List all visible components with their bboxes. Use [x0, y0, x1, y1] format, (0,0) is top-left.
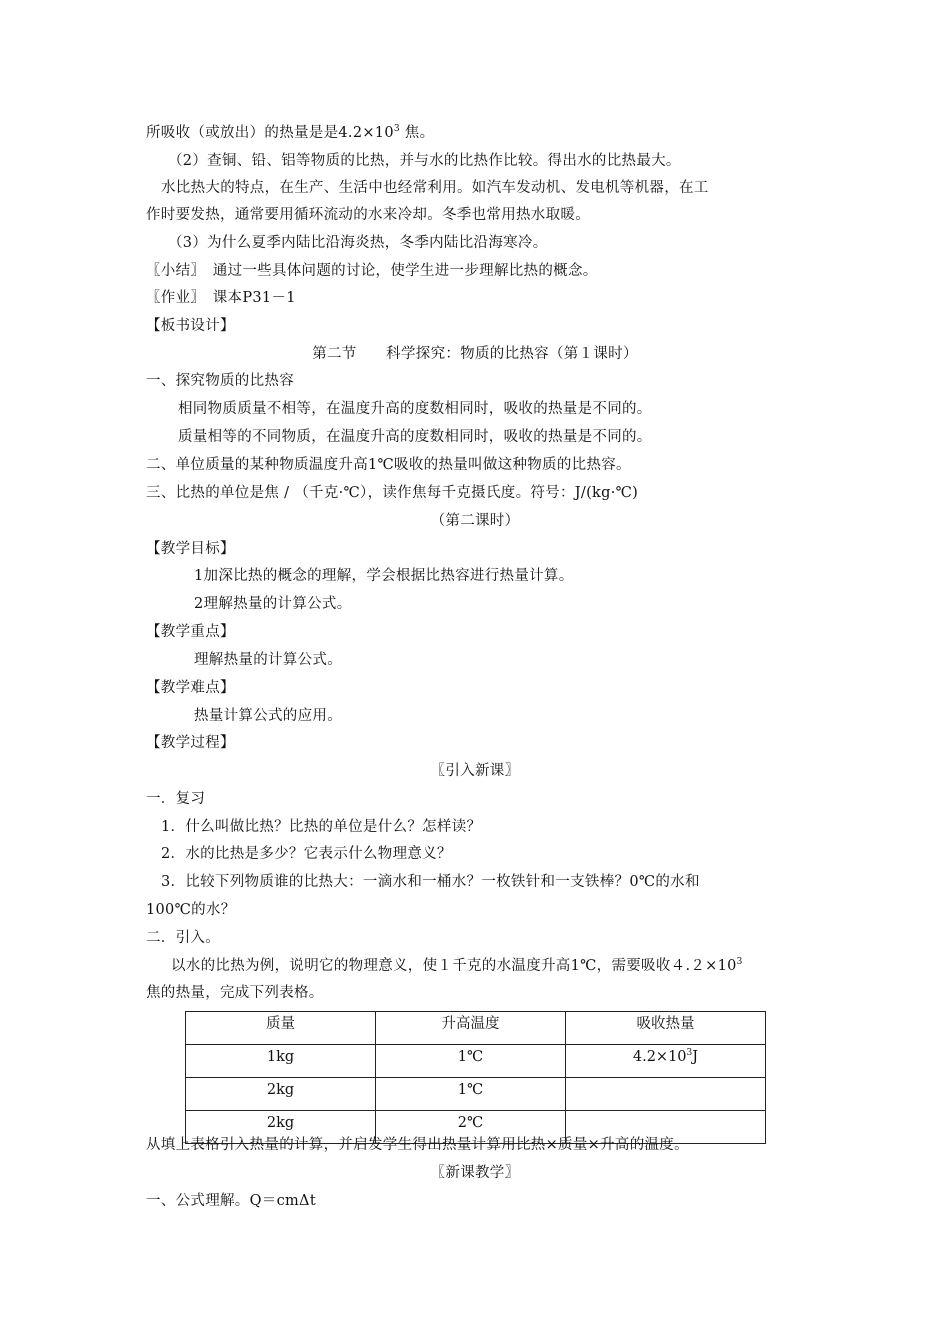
- superscript: 3: [686, 1048, 693, 1059]
- formula-line: 一、公式理解。Q＝cmΔt: [146, 1193, 316, 1209]
- table-cell: [566, 1078, 766, 1111]
- superscript: 3: [393, 124, 400, 135]
- subsection-title: 〖新课教学〗: [430, 1165, 520, 1181]
- text-line: 作时要发热，通常要用循环流动的水来冷却。冬季也常用热水取暖。: [146, 207, 590, 223]
- text-fragment: 所吸收（或放出）的热量是是4.2×10: [146, 125, 394, 141]
- text-line: 一．复习: [146, 791, 206, 807]
- table-cell: 1℃: [376, 1078, 566, 1111]
- text-line: （2）查铜、铅、铝等物质的比热，并与水的比热作比较。得出水的比热最大。: [168, 153, 681, 169]
- text-fragment: J: [692, 1049, 699, 1065]
- text-line: 热量计算公式的应用。: [194, 708, 342, 724]
- table-header-row: [186, 1012, 766, 1045]
- subsection-title: 〖引入新课〗: [430, 763, 520, 779]
- text-line: 3．比较下列物质谁的比热大：一滴水和一桶水？一枚铁针和一支铁棒？0℃的水和: [161, 874, 700, 890]
- table-header-cell: 吸收热量: [566, 1012, 766, 1045]
- summary-line: 〖小结〗 通过一些具体问题的讨论，使学生进一步理解比热的概念。: [146, 263, 598, 279]
- table-cell: 2℃: [376, 1111, 566, 1144]
- table-cell: 2kg: [186, 1078, 376, 1111]
- superscript: 3: [736, 957, 743, 968]
- text-line: 焦的热量，完成下列表格。: [146, 985, 324, 1001]
- heat-table: [185, 1011, 766, 1144]
- homework-line: 〖作业〗 课本P31－1: [146, 290, 296, 306]
- section-heading: 【教学重点】: [146, 624, 235, 640]
- text-line: 二、单位质量的某种物质温度升高1℃吸收的热量叫做这种物质的比热容。: [146, 457, 631, 473]
- table-cell: [566, 1045, 766, 1078]
- text-line: 相同物质质量不相等，在温度升高的度数相同时，吸收的热量是不同的。: [178, 401, 652, 417]
- text-fragment: 以水的比热为例，说明它的物理意义，使１千克的水温度升高1℃，需要吸收４.２×10: [171, 958, 737, 974]
- text-line: 1．什么叫做比热？比热的单位是什么？怎样读？: [161, 819, 482, 835]
- text-line: 2．水的比热是多少？它表示什么物理意义？: [161, 846, 452, 862]
- table-header-cell: 升高温度: [376, 1012, 566, 1045]
- text-line: 从填上表格引入热量的计算，并启发学生得出热量计算用比热×质量×升高的温度。: [146, 1137, 689, 1153]
- table-row: [186, 1045, 766, 1078]
- text-fragment: 4.2×10: [632, 1049, 687, 1065]
- text-line: 三、比热的单位是焦 / （千克·℃），读作焦每千克摄氏度。符号：J/(kg·℃): [146, 485, 639, 501]
- text-line: 质量相等的不同物质，在温度升高的度数相同时，吸收的热量是不同的。: [178, 429, 652, 445]
- table-header-cell: 质量: [186, 1012, 376, 1045]
- text-line: 100℃的水？: [146, 902, 236, 918]
- section-heading: 【板书设计】: [146, 318, 235, 334]
- text-line: 2理解热量的计算公式。: [194, 596, 352, 612]
- text-line: 一、探究物质的比热容: [146, 373, 294, 389]
- section-heading: 【教学过程】: [146, 735, 235, 751]
- section-heading: 【教学难点】: [146, 680, 235, 696]
- text-line: 二．引入。: [146, 930, 220, 946]
- table-row: [186, 1078, 766, 1111]
- text-fragment: 焦。: [399, 125, 435, 141]
- text-line: [146, 123, 434, 143]
- table-cell: 1℃: [376, 1045, 566, 1078]
- text-line: 理解热量的计算公式。: [194, 652, 342, 668]
- text-line: 1加深比热的概念的理解，学会根据比热容进行热量计算。: [194, 568, 574, 584]
- text-line: 水比热大的特点，在生产、生活中也经常利用。如汽车发动机、发电机等机器，在工: [161, 180, 709, 196]
- text-line: （3）为什么夏季内陆比沿海炎热，冬季内陆比沿海寒冷。: [168, 235, 548, 251]
- text-line: [171, 956, 743, 976]
- section-heading: 【教学目标】: [146, 541, 235, 557]
- table-cell: 2kg: [186, 1111, 376, 1144]
- table-cell: 1kg: [186, 1045, 376, 1078]
- board-title: 第二节 科学探究：物质的比热容（第１课时）: [312, 346, 638, 362]
- lesson-subtitle: （第二课时）: [430, 513, 520, 529]
